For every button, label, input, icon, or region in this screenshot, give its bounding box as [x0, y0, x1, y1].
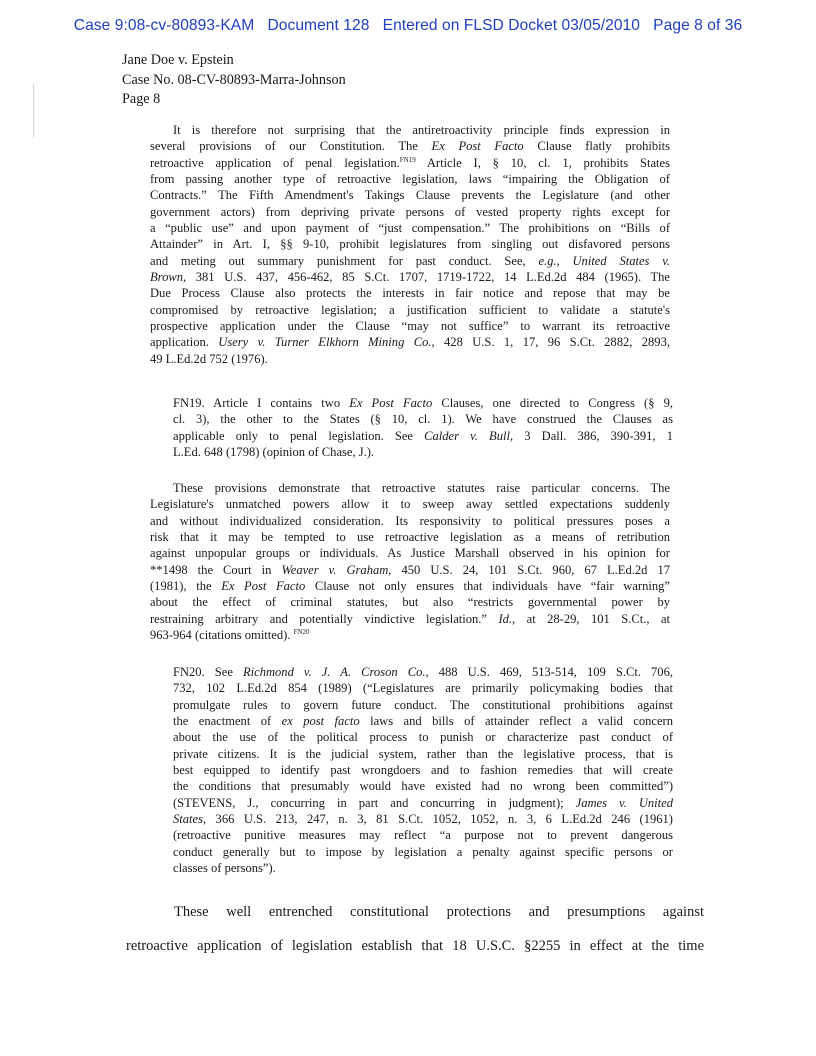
text-line: applicable only to penal legislation. See Calder v. Bull, 3 Dall. 386, 390-391, 1	[173, 428, 673, 443]
text-line: application. Usery v. Turner Elkhorn Mining Co., 428 U.S. 1, 17, 96 S.Ct. 2882, 2893,	[150, 335, 670, 350]
text-line: 963-964 (citations omitted). $^{FN20}$	[150, 628, 310, 643]
case-caption	[122, 51, 346, 110]
text-line: from passing another type of retroactive legislation, laws “impairing the Obligation of	[150, 172, 670, 187]
text-line: L.Ed. 648 (1798) (opinion of Chase, J.).	[173, 445, 375, 460]
caption-title: Jane Doe v. Epstein	[122, 52, 234, 68]
text-line: best equipped to identify past wrongdoers and to fashion remedies that will create	[173, 763, 673, 778]
text-line: restraining arbitrary and potentially vindictive legislation.” Id., at 28-29, 101 S.Ct., at	[150, 611, 670, 626]
header-document: Document 128	[267, 17, 370, 34]
caption-case-number: Case No. 08-CV-80893-Marra-Johnson	[122, 71, 346, 88]
text-line: retroactive application of legislation establish that 18 U.S.C. §2255 in effect at the time	[126, 938, 704, 954]
text-line: government actors) from depriving private persons of vested property rights except for	[150, 204, 670, 219]
text-line: FN20. See Richmond v. J. A. Croson Co., 488 U.S. 469, 513-514, 109 S.Ct. 706,	[173, 665, 673, 679]
text-line: **1498 the Court in Weaver v. Graham, 450 U.S. 24, 101 S.Ct. 960, 67 L.Ed.2d 17	[150, 562, 671, 577]
text-line: States, 366 U.S. 213, 247, n. 3, 81 S.Ct. 1052, 1052, n. 3, 6 L.Ed.2d 246 (1961)	[173, 812, 673, 827]
caption-page-label: Page 8	[122, 91, 161, 107]
header-entered: Entered on FLSD Docket 03/05/2010	[382, 17, 641, 34]
text-line: risk that it may be tempted to use retroactive legislation as a means of retribution	[150, 530, 670, 545]
footnote-fn19	[173, 395, 673, 460]
text-line: (STEVENS, J., concurring in part and concurring in judgment); James v. United	[173, 795, 673, 810]
text-line: cl. 3), the other to the States (§ 10, cl. 1). We have construed the Clauses as	[173, 412, 673, 427]
text-line: the enactment of ex post facto laws and bills of attainder reflect a valid concern	[173, 714, 674, 729]
text-line: classes of persons”).	[173, 861, 276, 876]
text-line: 732, 102 L.Ed.2d 854 (1989) (“Legislatures are primarily policymaking bodies that	[173, 681, 673, 696]
footnote-fn20	[173, 664, 673, 876]
text-line: about the use of the political process to punish or characterize past conduct of	[173, 730, 673, 745]
text-line: conduct generally but to impose by legislation a penalty against specific persons or	[173, 844, 673, 859]
footnote-ref-fn19: FN19	[399, 155, 416, 164]
text-line: compromised by retroactive legislation; a justification sufficient to validate a statute's	[150, 302, 670, 317]
body-paragraph	[126, 895, 704, 963]
text-line: and without individualized consideration. Its responsivity to political pressures poses a	[150, 513, 670, 528]
text-line: Attainder” in Art. I, §§ 9-10, prohibit legislatures from singling out disfavored persons	[150, 237, 670, 252]
header-case: Case 9:08-cv-80893-KAM	[73, 17, 255, 34]
text-line: (retroactive punitive measures may reflect “a purpose not to prevent dangerous	[173, 828, 673, 843]
text-line: These well entrenched constitutional protections and presumptions against	[174, 904, 704, 920]
text-line: It is therefore not surprising that the antiretroactivity principle finds expression in	[173, 123, 670, 137]
text-line: Legislature's unmatched powers allow it to sweep away settled expectations suddenly	[150, 497, 670, 512]
text-line: prospective application under the Clause “may not suffice” to warrant its retroactive	[150, 319, 670, 334]
text-line: a “public use” and upon payment of “just compensation.” The prohibitions on “Bills of	[150, 221, 670, 236]
text-line: private citizens. It is the judicial system, rather than the legislative process, that is	[173, 746, 673, 761]
text-line: several provisions of our Constitution. The Ex Post Facto Clause flatly prohibits	[150, 139, 670, 154]
footnote-ref-fn20: FN20	[293, 628, 310, 637]
scan-margin-mark	[33, 84, 34, 138]
text-line: Brown, 381 U.S. 437, 456-462, 85 S.Ct. 1707, 1719-1722, 14 L.Ed.2d 484 (1965). The	[150, 270, 670, 285]
text-line: These provisions demonstrate that retroactive statutes raise particular concerns. The	[173, 481, 670, 495]
text-line: about the effect of criminal statutes, but also “restricts governmental power by	[150, 595, 670, 610]
text-line: and meting out summary punishment for past conduct. See, e.g., United States v.	[150, 253, 670, 268]
paragraph-antiretroactivity	[150, 122, 670, 367]
text-line: the conditions that presumably would have existed had no wrong been committed”)	[173, 779, 673, 794]
paragraph-retroactive-concerns	[150, 480, 670, 643]
header-page: Page 8 of 36	[653, 17, 743, 34]
text-line: Due Process Clause also protects the interests in fair notice and repose that may be	[150, 286, 670, 301]
text-line: FN19. Article I contains two Ex Post Facto Clauses, one directed to Congress (§ 9,	[173, 396, 673, 410]
text-line: promulgate rules to govern future conduct. The constitutional prohibitions against	[173, 697, 673, 712]
text-line: Contracts.” The Fifth Amendment's Takings Clause prevents the Legislature (and other	[150, 188, 670, 203]
text-line: 49 L.Ed.2d 752 (1976).	[150, 351, 268, 366]
text-line: against unpopular groups or individuals. As Justice Marshall observed in his opinion for	[150, 546, 670, 561]
text-line: (1981), the Ex Post Facto Clause not only ensures that individuals have “fair warning”	[150, 579, 670, 594]
text-line: retroactive application of penal legislation.$^{FN19}$ Article I, § 10, cl. 1, prohibits States	[150, 155, 670, 170]
docket-header	[0, 17, 816, 35]
